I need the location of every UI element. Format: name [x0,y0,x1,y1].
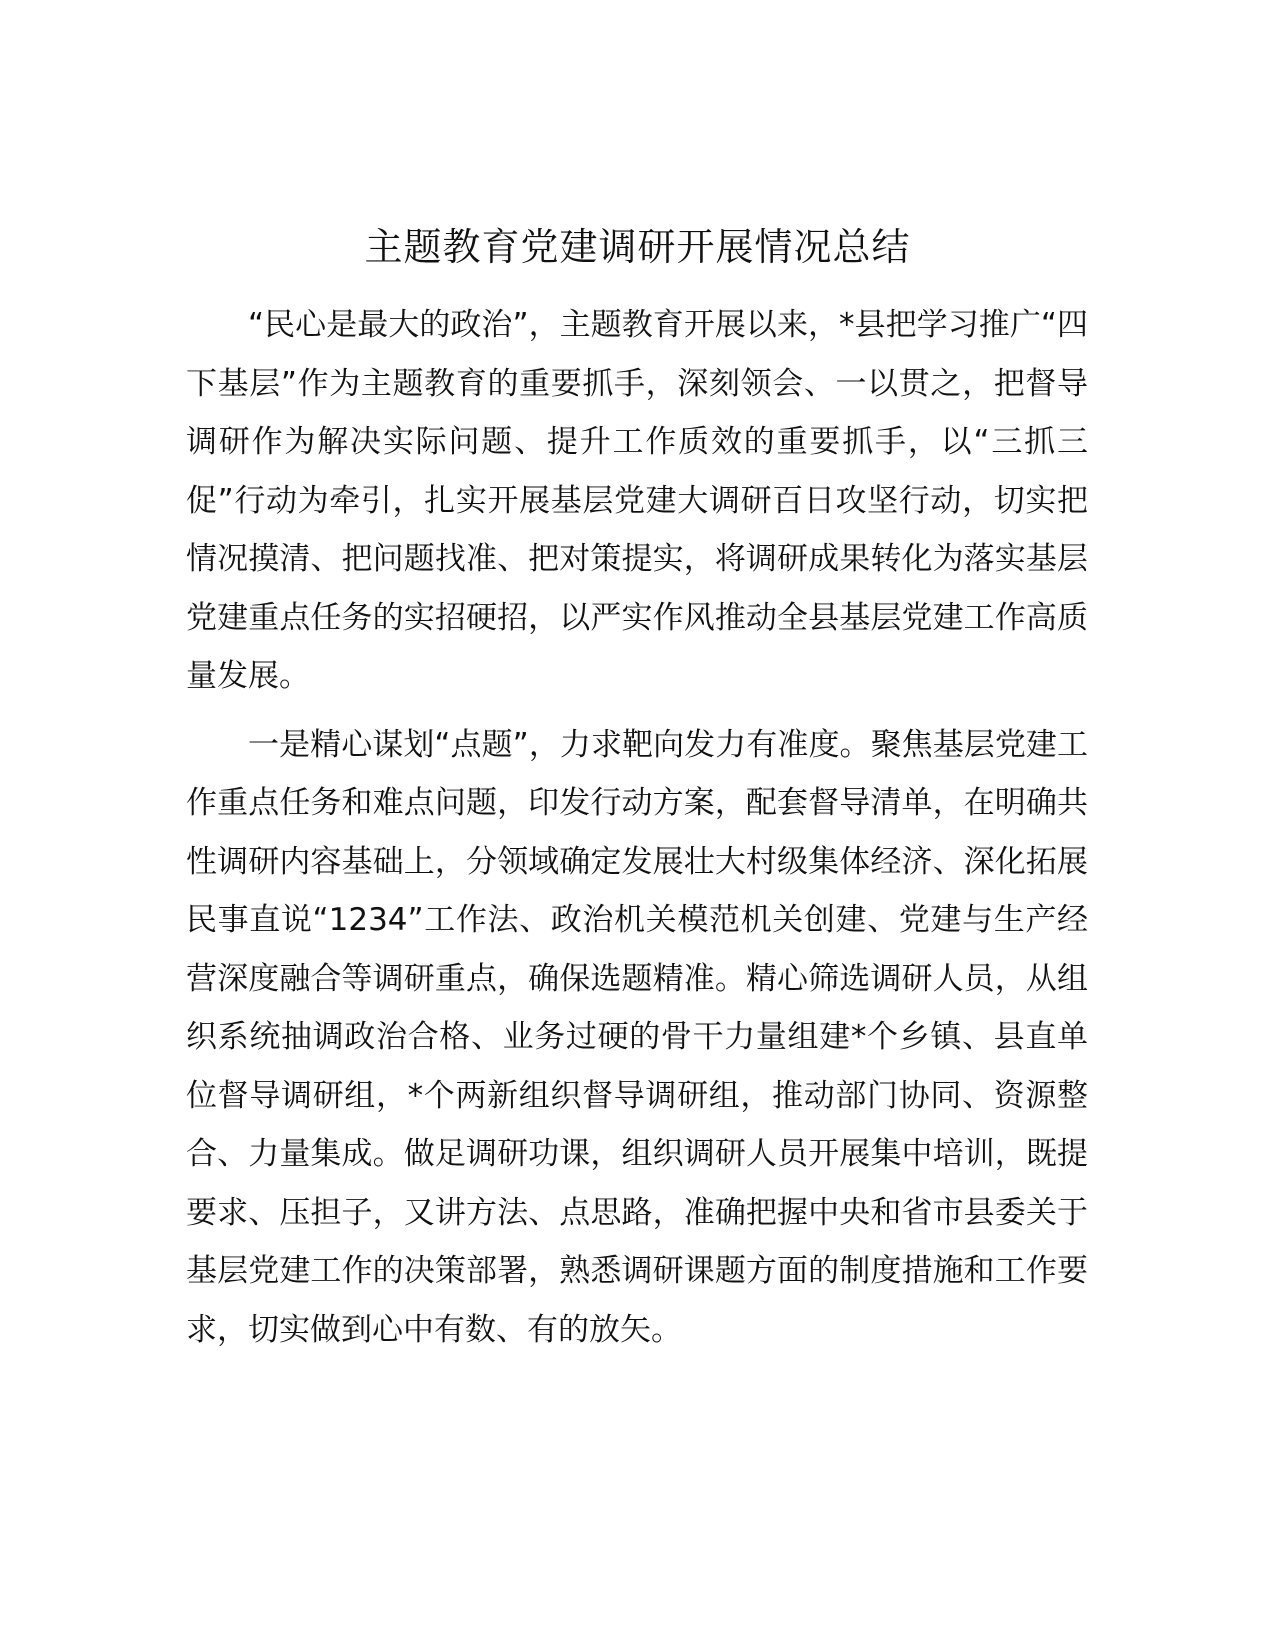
document-body [186,296,1088,1359]
document-title: 主题教育党建调研开展情况总结 [364,225,911,269]
paragraph-point-one: 一是精心谋划“点题”，力求靶向发力有准度。聚焦基层党建工作重点任务和难点问题，印发行动方案，配套督导清单，在明确共性调研内容基础上，分领域确定发展壮大村级集体经济、深化拓展民事直说“1234”工作法、政治机关模范机关创建、党建与生产经营深度融合等调研重点，确保选题精准。精心筛选调研人员，从组织系统抽调政治合格、业务过硬的骨干力量组建*个乡镇、县直单位督导调研组，*个两新组织督导调研组，推动部门协同、资源整合、力量集成。做足调研功课，组织调研人员开展集中培训，既提要求、压担子，又讲方法、点思路，准确把握中央和省市县委关于基层党建工作的决策部署，熟悉调研课题方面的制度措施和工作要求，切实做到心中有数、有的放矢。 [186,726,1088,1348]
paragraph-intro: “民心是最大的政治”，主题教育开展以来，*县把学习推广“四下基层”作为主题教育的重要抓手，深刻领会、一以贯之，把督导调研作为解决实际问题、提升工作质效的重要抓手，以“三抓三促”行动为牵引，扎实开展基层党建大调研百日攻坚行动，切实把情况摸清、把问题找准、把对策提实，将调研成果转化为落实基层党建重点任务的实招硬招，以严实作风推动全县基层党建工作高质量发展。 [186,307,1088,694]
